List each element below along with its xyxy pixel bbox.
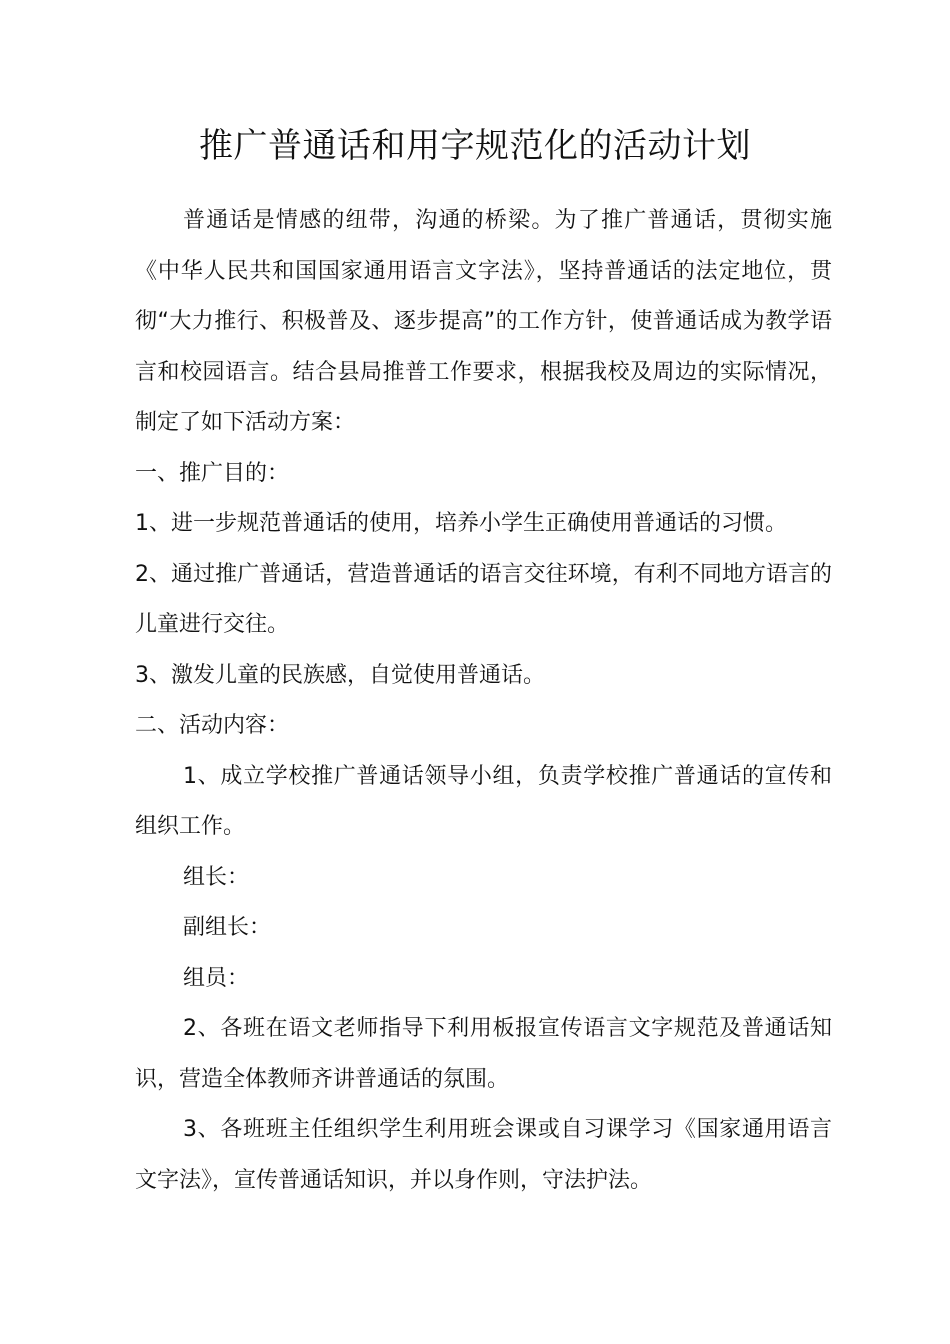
content-item-3: 3、各班班主任组织学生利用班会课或自习课学习《国家通用语言文字法》，宣传普通话知识，并以身作则，守法护法。 — [135, 1117, 832, 1193]
group-members-label: 组员： — [183, 965, 250, 991]
document-body — [135, 196, 832, 1206]
deputy-leader-label: 副组长： — [183, 915, 272, 940]
section-heading-purpose: 一、推广目的： — [135, 460, 290, 486]
intro-paragraph: 普通话是情感的纽带，沟通的桥梁。为了推广普通话，贯彻实施《中华人民共和国国家通用语言文字法》，坚持普通话的法定地位，贯彻“大力推行、积极普及、逐步提高”的工作方针，使普通话成为教学语言和校园语言。结合县局推普工作要求，根据我校及周边的实际情况，制定了如下活动方案： — [135, 208, 832, 435]
group-leader-label: 组长： — [183, 864, 250, 890]
purpose-item-3: 3、激发儿童的民族感，自觉使用普通话。 — [135, 662, 545, 688]
section-heading-content: 二、活动内容： — [135, 713, 290, 738]
content-item-2: 2、各班在语文老师指导下利用板报宣传语言文字规范及普通话知识，营造全体教师齐讲普通话的氛围。 — [135, 1016, 832, 1092]
purpose-item-2: 2、通过推广普通话，营造普通话的语言交往环境，有利不同地方语言的儿童进行交往。 — [135, 561, 832, 637]
document-title: 推广普通话和用字规范化的活动计划 — [199, 126, 751, 166]
purpose-item-1: 1、进一步规范普通话的使用，培养小学生正确使用普通话的习惯。 — [135, 511, 787, 536]
content-item-1: 1、成立学校推广普通话领导小组，负责学校推广普通话的宣传和组织工作。 — [135, 763, 832, 839]
